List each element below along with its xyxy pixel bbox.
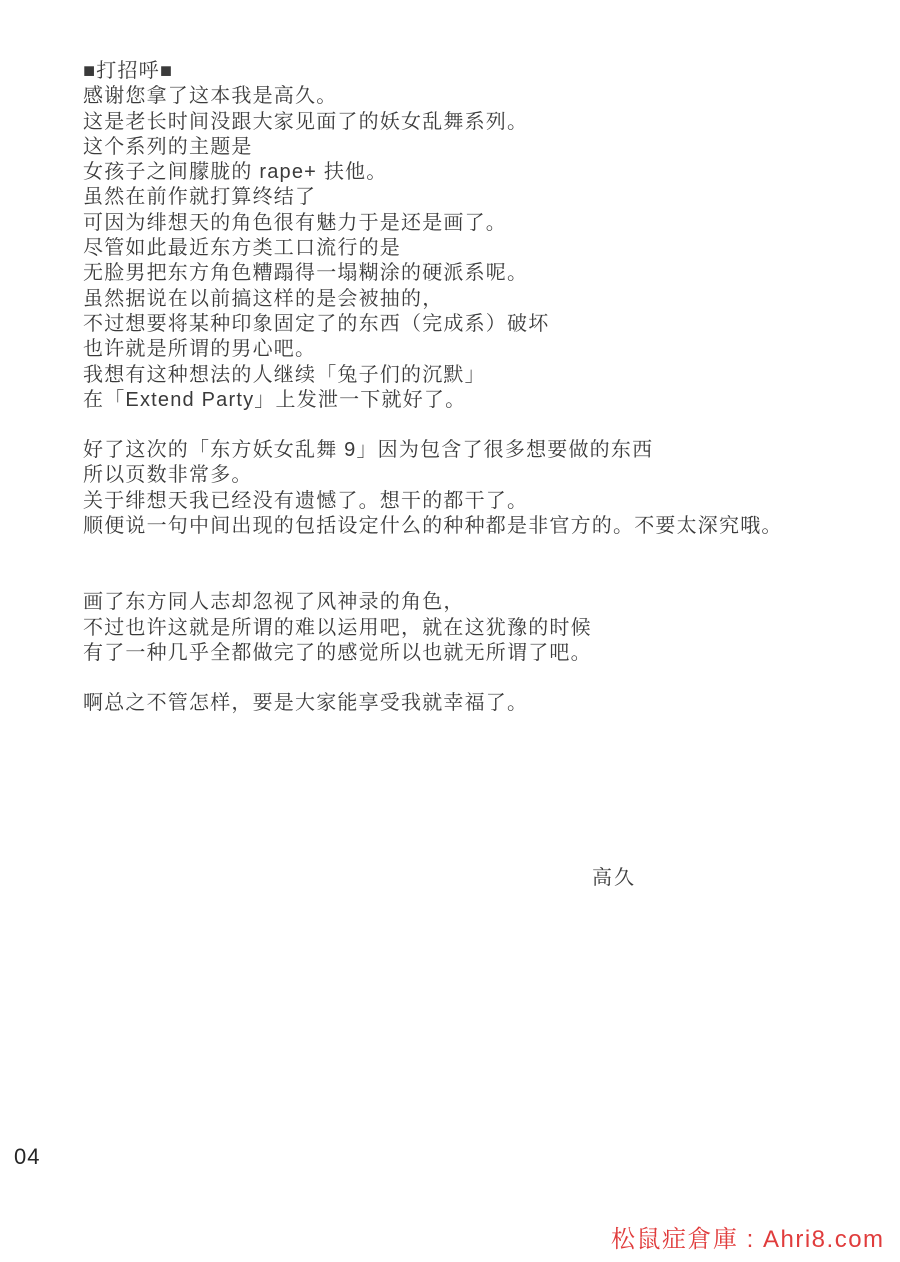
scan-watermark: 松鼠症倉庫 : Ahri8.com xyxy=(611,1226,885,1253)
text-line: 不过也许这就是所谓的难以运用吧，就在这犹豫的时候 xyxy=(83,616,592,639)
afterword-paragraph xyxy=(83,691,863,716)
text-line: 感谢您拿了这本我是高久。 xyxy=(83,85,338,108)
text-line: 所以页数非常多。 xyxy=(83,464,253,487)
text-line: 顺便说一句中间出现的包括设定什么的种种都是非官方的。不要太深究哦。 xyxy=(83,515,783,538)
afterword-paragraph xyxy=(83,590,863,666)
author-signature: 高久 xyxy=(592,867,636,889)
text-line: 这是老长时间没跟大家见面了的妖女乱舞系列。 xyxy=(83,110,529,133)
text-line: 虽然在前作就打算终结了 xyxy=(83,186,317,209)
afterword-paragraph xyxy=(83,59,863,413)
text-line: 这个系列的主题是 xyxy=(83,135,253,158)
text-line: 不过想要将某种印象固定了的东西（完成系）破坏 xyxy=(83,312,550,335)
text-line: 无脸男把东方角色糟蹋得一塌糊涂的硬派系呢。 xyxy=(83,262,529,285)
text-line: 好了这次的「东方妖女乱舞 9」因为包含了很多想要做的东西 xyxy=(83,439,654,462)
text-line: 尽管如此最近东方类工口流行的是 xyxy=(83,237,401,260)
text-line: 啊总之不管怎样，要是大家能享受我就幸福了。 xyxy=(83,692,529,715)
afterword-paragraph xyxy=(83,438,863,539)
text-line: 画了东方同人志却忽视了风神录的角色， xyxy=(83,591,465,614)
afterword-heading: ■打招呼■ xyxy=(83,60,174,82)
text-line: 可因为绯想天的角色很有魅力于是还是画了。 xyxy=(83,211,507,234)
page-number: 04 xyxy=(14,1144,41,1169)
afterword-text-block xyxy=(83,59,863,717)
text-line: 也许就是所谓的男心吧。 xyxy=(83,338,317,361)
text-line: 我想有这种想法的人继续「兔子们的沉默」 xyxy=(83,363,486,386)
text-line: 有了一种几乎全都做完了的感觉所以也就无所谓了吧。 xyxy=(83,641,592,664)
text-line: 在「Extend Party」上发泄一下就好了。 xyxy=(83,388,467,411)
text-line: 女孩子之间朦胧的 rape+ 扶他。 xyxy=(83,161,388,184)
text-line: 虽然据说在以前搞这样的是会被抽的， xyxy=(83,287,444,310)
text-line: 关于绯想天我已经没有遗憾了。想干的都干了。 xyxy=(83,489,529,512)
